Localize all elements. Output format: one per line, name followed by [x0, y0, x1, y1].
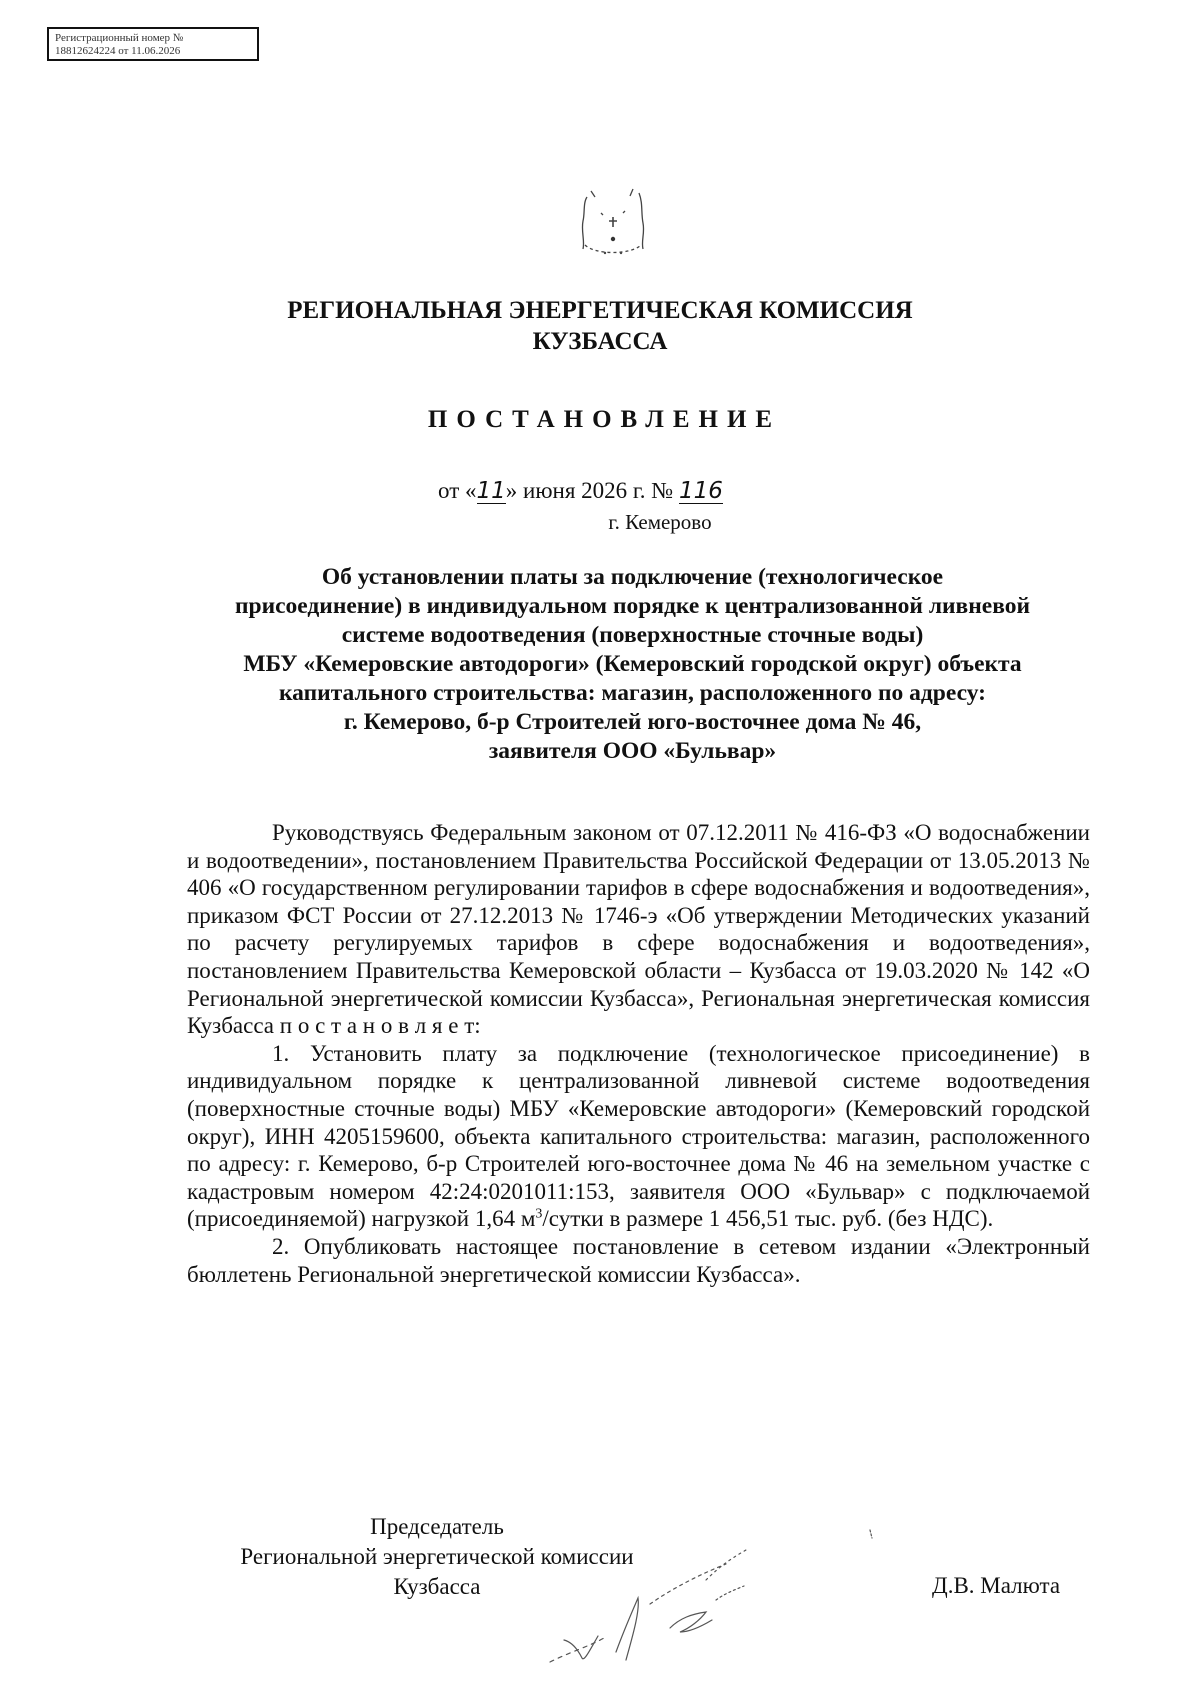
title-line: капитального строительства: магазин, расположенного по адресу:	[279, 680, 986, 706]
title-line: присоединение) в индивидуальном порядке к централизованной ливневой	[234, 593, 1031, 619]
coat-of-arms-icon	[575, 183, 651, 263]
position-line: Кузбасса	[393, 1574, 481, 1599]
date-prefix: от «	[438, 478, 477, 503]
item-1-text: 1. Установить плату за подключение (технологическое присоединение) в индивидуальном порядке к централизованной ливневой системе водоотведения (поверхностные сточные воды) МБУ «Кемеровские автодороги» (Кемеровский городской округ), ИНН 4205159600, объекта капитального строительства: магазин, расположенного по адресу: г. Кемерово, б-р Строителей юго-восточнее дома № 46 на земельном участке с кадастровым номером 42:24:0201011:153, заявителя ООО «Бульвар» с подключаемой (присоединяемой) нагрузкой 1,64 м	[187, 1040, 1090, 1232]
organization-line1: РЕГИОНАЛЬНАЯ ЭНЕРГЕТИЧЕСКАЯ КОМИССИЯ	[287, 297, 913, 324]
registration-stamp-line1: Регистрационный номер №	[55, 32, 184, 44]
registration-stamp	[47, 27, 259, 61]
date-day-handwritten: 11	[476, 478, 506, 504]
organization-line2: КУЗБАССА	[532, 328, 668, 355]
registration-stamp-line2: 18812624224 от 11.06.2026	[55, 45, 181, 57]
title-line: Об установлении платы за подключение (технологическое	[321, 564, 944, 590]
document-type: ПОСТАНОВЛЕНИЕ	[427, 406, 782, 433]
date-middle: » июня 2026 г. №	[505, 478, 674, 503]
cubic-superscript: 3	[535, 1206, 543, 1222]
organization-name	[0, 295, 1200, 357]
signatory-name: Д.В. Малюта	[932, 1573, 1061, 1598]
position-line: Председатель	[370, 1514, 504, 1539]
position-line: Региональной энергетической комиссии	[240, 1544, 634, 1569]
title-line: заявителя ООО «Бульвар»	[488, 738, 777, 764]
handwritten-signature	[520, 1520, 940, 1680]
document-title	[165, 563, 1100, 766]
item-1-paragraph	[187, 1040, 1090, 1233]
document-body	[187, 819, 1090, 1288]
title-line: МБУ «Кемеровские автодороги» (Кемеровский городской округ) объекта	[243, 651, 1022, 677]
item-2-paragraph: 2. Опубликовать настоящее постановление в сетевом издании «Электронный бюллетень Региональной энергетической комиссии Кузбасса».	[187, 1233, 1090, 1287]
item-1-text-end: /сутки в размере 1 456,51 тыс. руб. (без НДС).	[542, 1206, 994, 1232]
preamble-paragraph: Руководствуясь Федеральным законом от 07.12.2011 № 416-ФЗ «О водоснабжении и водоотведении», постановлением Правительства Российской Федерации от 13.05.2013 № 406 «О государственном регулировании тарифов в сфере водоснабжения и водоотведения», приказом ФСТ России от 27.12.2013 № 1746-э «Об утверждении Методических указаний по расчету регулируемых тарифов в сфере водоснабжения и водоотведения», постановлением Правительства Кемеровской области – Кузбасса от 19.03.2020 № 142 «О Региональной энергетической комиссии Кузбасса», Региональная энергетическая комиссия Кузбасса п о с т а н о в л я е т:	[187, 820, 1090, 1039]
title-line: системе водоотведения (поверхностные сточные воды)	[341, 622, 924, 648]
title-line: г. Кемерово, б-р Строителей юго-восточнее дома № 46,	[343, 709, 922, 735]
date-line	[438, 478, 723, 504]
document-number-handwritten: 116	[678, 478, 723, 504]
city: г. Кемерово	[608, 510, 712, 534]
